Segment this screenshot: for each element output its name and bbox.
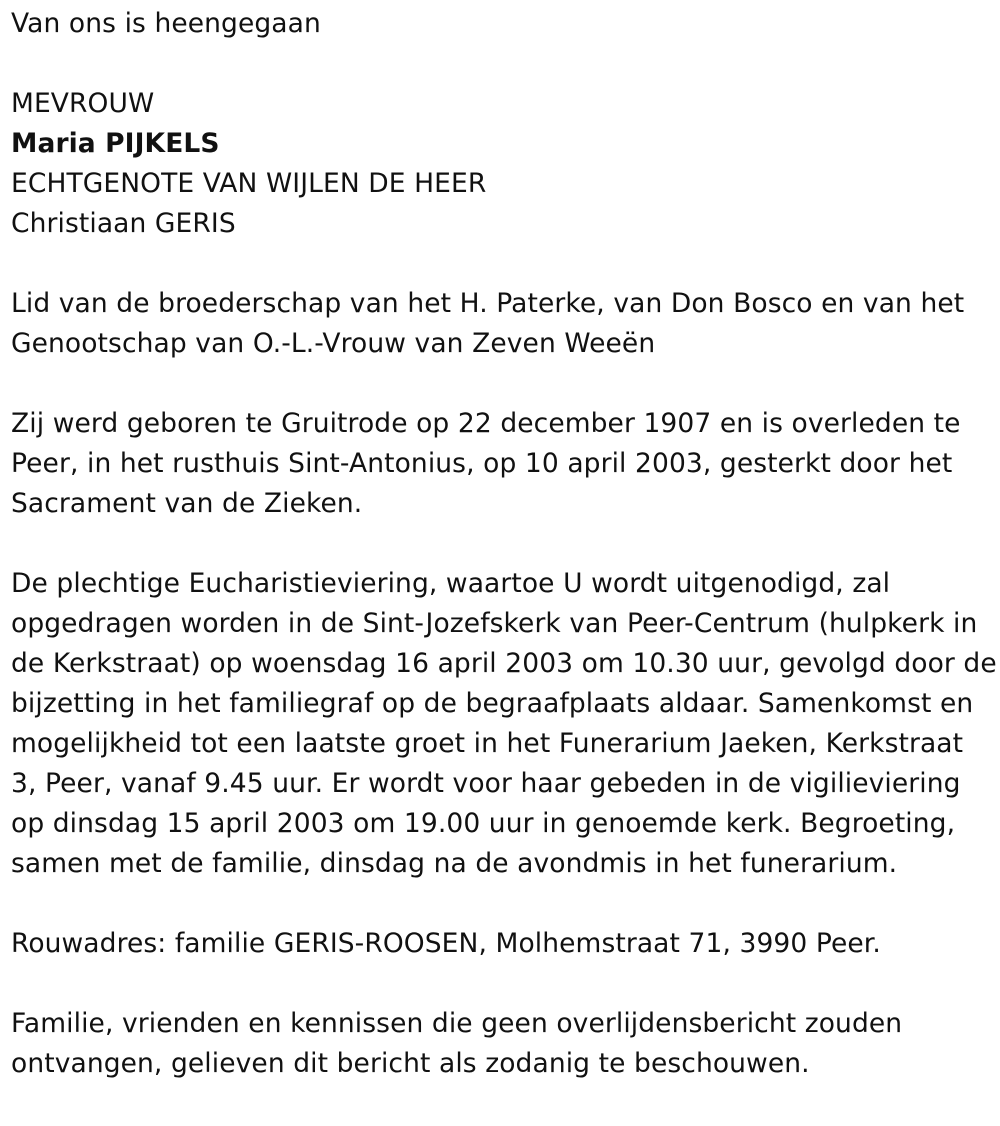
service-line: op dinsdag 15 april 2003 om 19.00 uur in genoemde kerk. Begroeting, <box>11 808 956 839</box>
relation-text: ECHTGENOTE VAN WIJLEN DE HEER <box>11 168 487 199</box>
service-line: bijzetting in het familiegraf op de begraafplaats aldaar. Samenkomst en <box>11 688 974 719</box>
service-line: de Kerkstraat) op woensdag 16 april 2003 om 10.30 uur, gevolgd door de <box>11 648 997 679</box>
spacer <box>11 964 991 1004</box>
title-text: MEVROUW <box>11 88 155 119</box>
service-line: mogelijkheid tot een laatste groet in het Funerarium Jaeken, Kerkstraat <box>11 728 964 759</box>
mourning-address: Rouwadres: familie GERIS-ROOSEN, Molhemstraat 71, 3990 Peer. <box>11 928 881 959</box>
spacer <box>11 364 991 404</box>
spacer <box>11 244 991 284</box>
birth-death-paragraph <box>11 404 991 524</box>
birth-death-line: Peer, in het rusthuis Sint-Antonius, op 10 april 2003, gesterkt door het <box>11 448 953 479</box>
closing-paragraph <box>11 1004 991 1084</box>
service-line: opgedragen worden in de Sint-Jozefskerk van Peer-Centrum (hulpkerk in <box>11 608 978 639</box>
service-line: De plechtige Eucharistieviering, waartoe U wordt uitgenodigd, zal <box>11 568 891 599</box>
spacer <box>11 44 991 84</box>
birth-death-line: Sacrament van de Zieken. <box>11 488 363 519</box>
spacer <box>11 884 991 924</box>
deceased-name: Maria PIJKELS <box>11 128 220 159</box>
service-paragraph <box>11 564 997 884</box>
service-line: 3, Peer, vanaf 9.45 uur. Er wordt voor haar gebeden in de vigilieviering <box>11 768 961 799</box>
birth-death-line: Zij werd geboren te Gruitrode op 22 december 1907 en is overleden te <box>11 408 961 439</box>
closing-line: ontvangen, gelieven dit bericht als zodanig te beschouwen. <box>11 1048 810 1079</box>
membership-paragraph <box>11 284 991 364</box>
intro-text: Van ons is heengegaan <box>11 8 321 39</box>
death-notice <box>11 4 997 1084</box>
membership-line: Genootschap van O.-L.-Vrouw van Zeven Weeën <box>11 328 656 359</box>
service-line: samen met de familie, dinsdag na de avondmis in het funerarium. <box>11 848 898 879</box>
spouse-name: Christiaan GERIS <box>11 208 236 239</box>
closing-line: Familie, vrienden en kennissen die geen overlijdensbericht zouden <box>11 1008 903 1039</box>
spacer <box>11 524 991 564</box>
membership-line: Lid van de broederschap van het H. Paterke, van Don Bosco en van het <box>11 288 965 319</box>
